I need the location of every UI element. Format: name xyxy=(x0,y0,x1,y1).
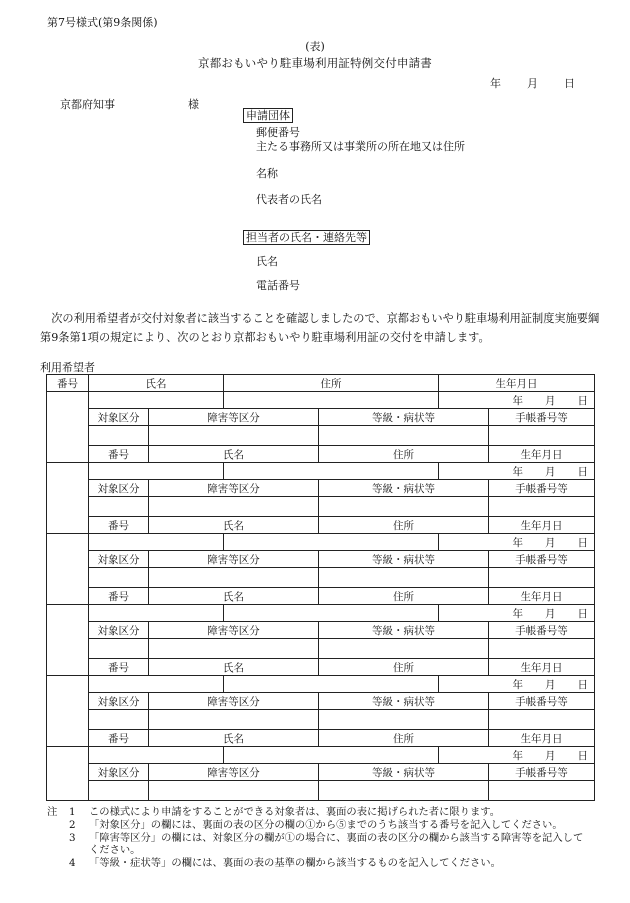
number-cell[interactable] xyxy=(47,676,89,747)
number-cell[interactable] xyxy=(47,463,89,534)
applicant-data-row xyxy=(47,392,595,409)
applicant-detail-row xyxy=(47,710,595,730)
birthdate-header: 生年月日 xyxy=(489,588,595,605)
category-header: 対象区分 xyxy=(89,480,149,497)
birthdate-header: 生年月日 xyxy=(439,375,595,392)
name-header: 氏名 xyxy=(149,730,319,747)
birth-year-label: 年 xyxy=(512,465,523,478)
number-cell[interactable] xyxy=(47,605,89,676)
notebook-cell[interactable] xyxy=(489,781,595,801)
birth-year-label: 年 xyxy=(512,536,523,549)
disability-header: 障害等区分 xyxy=(149,551,319,568)
birth-month-label: 月 xyxy=(545,678,556,691)
applicants-heading: 利用希望者 xyxy=(40,361,95,374)
notebook-header: 手帳番号等 xyxy=(489,551,595,568)
applicant-data-row xyxy=(47,676,595,693)
category-header: 対象区分 xyxy=(89,622,149,639)
disability-header: 障害等区分 xyxy=(149,480,319,497)
notebook-cell[interactable] xyxy=(489,497,595,517)
birth-month-label: 月 xyxy=(545,536,556,549)
name-header: 氏名 xyxy=(89,375,224,392)
note-item xyxy=(47,832,589,858)
applicant-data-row xyxy=(47,605,595,622)
number-header: 番号 xyxy=(89,517,149,534)
disability-cell[interactable] xyxy=(149,497,319,517)
name-cell[interactable] xyxy=(89,605,224,622)
note-number: 1 xyxy=(69,806,76,818)
birth-month-label: 月 xyxy=(545,607,556,620)
grade-cell[interactable] xyxy=(319,568,489,588)
address-header: 住所 xyxy=(319,588,489,605)
applicant-detail-row xyxy=(47,426,595,446)
birthdate-cell[interactable] xyxy=(439,463,595,480)
disability-cell[interactable] xyxy=(149,639,319,659)
birthdate-cell[interactable] xyxy=(439,605,595,622)
category-cell[interactable] xyxy=(89,781,149,801)
category-cell[interactable] xyxy=(89,497,149,517)
birth-month-label: 月 xyxy=(545,394,556,407)
note-number: 2 xyxy=(69,818,76,831)
org-name-label: 名称 xyxy=(256,167,278,180)
address-header: 住所 xyxy=(319,446,489,463)
birth-day-label: 日 xyxy=(577,749,588,762)
address-cell[interactable] xyxy=(224,463,439,480)
birthdate-cell[interactable] xyxy=(439,392,595,409)
birth-year-label: 年 xyxy=(512,749,523,762)
grade-cell[interactable] xyxy=(319,426,489,446)
note-text: この様式により申請をすることができる対象者は、裏面の表に掲げられた者に限ります。 xyxy=(89,806,501,818)
applicant-subheader-row xyxy=(47,693,595,710)
disability-cell[interactable] xyxy=(149,710,319,730)
disability-header: 障害等区分 xyxy=(149,764,319,781)
disability-cell[interactable] xyxy=(149,568,319,588)
name-cell[interactable] xyxy=(89,747,224,764)
applicant-header-row xyxy=(47,730,595,747)
birth-day-label: 日 xyxy=(577,394,588,407)
applicant-data-row xyxy=(47,534,595,551)
grade-cell[interactable] xyxy=(319,781,489,801)
category-header: 対象区分 xyxy=(89,764,149,781)
honorific: 様 xyxy=(188,98,199,111)
notebook-cell[interactable] xyxy=(489,710,595,730)
note-item xyxy=(47,806,589,819)
birthdate-header: 生年月日 xyxy=(489,659,595,676)
contact-label: 担当者の氏名・連絡先等 xyxy=(243,230,370,245)
birthdate-cell[interactable] xyxy=(439,534,595,551)
applicant-detail-row xyxy=(47,639,595,659)
address-header: 住所 xyxy=(319,659,489,676)
date-month-label: 月 xyxy=(527,77,538,90)
disability-header: 障害等区分 xyxy=(149,409,319,426)
name-header: 氏名 xyxy=(149,517,319,534)
grade-cell[interactable] xyxy=(319,639,489,659)
name-header: 氏名 xyxy=(149,659,319,676)
grade-cell[interactable] xyxy=(319,497,489,517)
applicant-subheader-row xyxy=(47,622,595,639)
category-header: 対象区分 xyxy=(89,551,149,568)
notebook-header: 手帳番号等 xyxy=(489,622,595,639)
number-header: 番号 xyxy=(89,659,149,676)
applicants-table xyxy=(46,374,595,801)
number-header: 番号 xyxy=(89,446,149,463)
address-cell[interactable] xyxy=(224,392,439,409)
applicant-org-label: 申請団体 xyxy=(243,108,293,123)
note-text: 「対象区分」の欄には、裏面の表の区分の欄の①から⑤までのうち該当する番号を記入してください。 xyxy=(89,818,563,831)
applicant-subheader-row xyxy=(47,764,595,781)
birth-year-label: 年 xyxy=(512,394,523,407)
number-cell[interactable] xyxy=(47,392,89,463)
address-header: 住所 xyxy=(319,730,489,747)
note-item xyxy=(47,819,589,832)
applicant-header-row xyxy=(47,517,595,534)
applicant-data-row xyxy=(47,747,595,764)
notes xyxy=(47,806,589,870)
birth-day-label: 日 xyxy=(577,678,588,691)
side-label: (表) xyxy=(305,40,325,53)
grade-header: 等級・病状等 xyxy=(319,480,489,497)
name-cell[interactable] xyxy=(89,392,224,409)
birth-day-label: 日 xyxy=(577,607,588,620)
applicant-header-row xyxy=(47,659,595,676)
notebook-header: 手帳番号等 xyxy=(489,764,595,781)
disability-header: 障害等区分 xyxy=(149,693,319,710)
notebook-cell[interactable] xyxy=(489,568,595,588)
category-cell[interactable] xyxy=(89,568,149,588)
category-header: 対象区分 xyxy=(89,693,149,710)
phone-label: 電話番号 xyxy=(256,279,300,292)
disability-cell[interactable] xyxy=(149,426,319,446)
category-header: 対象区分 xyxy=(89,409,149,426)
applicant-header-row xyxy=(47,375,595,392)
name-cell[interactable] xyxy=(89,463,224,480)
application-statement: 次の利用希望者が交付対象者に該当することを確認しましたので、京都おもいやり駐車場利用証制度実施要綱第9条第1項の規定により、次のとおり京都おもいやり駐車場利用証の交付を申請します。 xyxy=(40,312,600,344)
applicant-detail-row xyxy=(47,568,595,588)
birth-year-label: 年 xyxy=(512,607,523,620)
applicant-subheader-row xyxy=(47,480,595,497)
name-cell[interactable] xyxy=(89,676,224,693)
representative-label: 代表者の氏名 xyxy=(256,193,322,206)
date-day-label: 日 xyxy=(564,77,575,90)
note-text: 「障害等区分」の欄には、対象区分の欄が①の場合に、裏面の表の区分の欄から該当する障害等を記入してください。 xyxy=(89,831,584,857)
applicant-subheader-row xyxy=(47,551,595,568)
number-cell[interactable] xyxy=(47,534,89,605)
notebook-header: 手帳番号等 xyxy=(489,409,595,426)
applicant-data-row xyxy=(47,463,595,480)
form-number: 第7号様式(第9条関係) xyxy=(47,16,158,29)
name-cell[interactable] xyxy=(89,534,224,551)
grade-header: 等級・病状等 xyxy=(319,693,489,710)
notebook-cell[interactable] xyxy=(489,639,595,659)
grade-header: 等級・病状等 xyxy=(319,409,489,426)
name-header: 氏名 xyxy=(149,588,319,605)
notebook-cell[interactable] xyxy=(489,426,595,446)
category-cell[interactable] xyxy=(89,710,149,730)
number-cell[interactable] xyxy=(47,747,89,801)
document-title: 京都おもいやり駐車場利用証特例交付申請書 xyxy=(198,56,432,70)
birthdate-cell[interactable] xyxy=(439,676,595,693)
notes-mark: 注 xyxy=(47,806,58,818)
birth-year-label: 年 xyxy=(512,678,523,691)
notebook-header: 手帳番号等 xyxy=(489,480,595,497)
applicant-detail-row xyxy=(47,781,595,801)
number-header: 番号 xyxy=(89,588,149,605)
category-cell[interactable] xyxy=(89,426,149,446)
note-number: 4 xyxy=(69,857,76,870)
address-cell[interactable] xyxy=(224,676,439,693)
grade-cell[interactable] xyxy=(319,710,489,730)
notebook-header: 手帳番号等 xyxy=(489,693,595,710)
applicant-detail-row xyxy=(47,497,595,517)
grade-header: 等級・病状等 xyxy=(319,764,489,781)
grade-header: 等級・病状等 xyxy=(319,622,489,639)
applicant-subheader-row xyxy=(47,409,595,426)
birthdate-header: 生年月日 xyxy=(489,446,595,463)
category-cell[interactable] xyxy=(89,639,149,659)
birthdate-header: 生年月日 xyxy=(489,517,595,534)
address-cell[interactable] xyxy=(224,605,439,622)
birthdate-header: 生年月日 xyxy=(489,730,595,747)
grade-header: 等級・病状等 xyxy=(319,551,489,568)
note-number: 3 xyxy=(69,831,76,844)
note-text: 「等級・症状等」の欄には、裏面の表の基準の欄から該当するものを記入してください。 xyxy=(89,857,501,870)
disability-cell[interactable] xyxy=(149,781,319,801)
number-header: 番号 xyxy=(89,730,149,747)
birth-month-label: 月 xyxy=(545,465,556,478)
address-header: 住所 xyxy=(319,517,489,534)
note-item xyxy=(47,857,589,870)
date-year-label: 年 xyxy=(490,77,501,90)
disability-header: 障害等区分 xyxy=(149,622,319,639)
number-header: 番号 xyxy=(47,375,89,392)
postal-code-label: 郵便番号 xyxy=(256,126,300,139)
birthdate-cell[interactable] xyxy=(439,747,595,764)
address-cell[interactable] xyxy=(224,747,439,764)
addressee: 京都府知事 xyxy=(60,98,115,111)
name-header: 氏名 xyxy=(149,446,319,463)
birth-day-label: 日 xyxy=(577,536,588,549)
address-header: 住所 xyxy=(224,375,439,392)
contact-name-label: 氏名 xyxy=(256,255,278,268)
applicant-header-row xyxy=(47,446,595,463)
address-cell[interactable] xyxy=(224,534,439,551)
office-address-label: 主たる事務所又は事業所の所在地又は住所 xyxy=(256,140,465,153)
applicant-header-row xyxy=(47,588,595,605)
birth-month-label: 月 xyxy=(545,749,556,762)
birth-day-label: 日 xyxy=(577,465,588,478)
